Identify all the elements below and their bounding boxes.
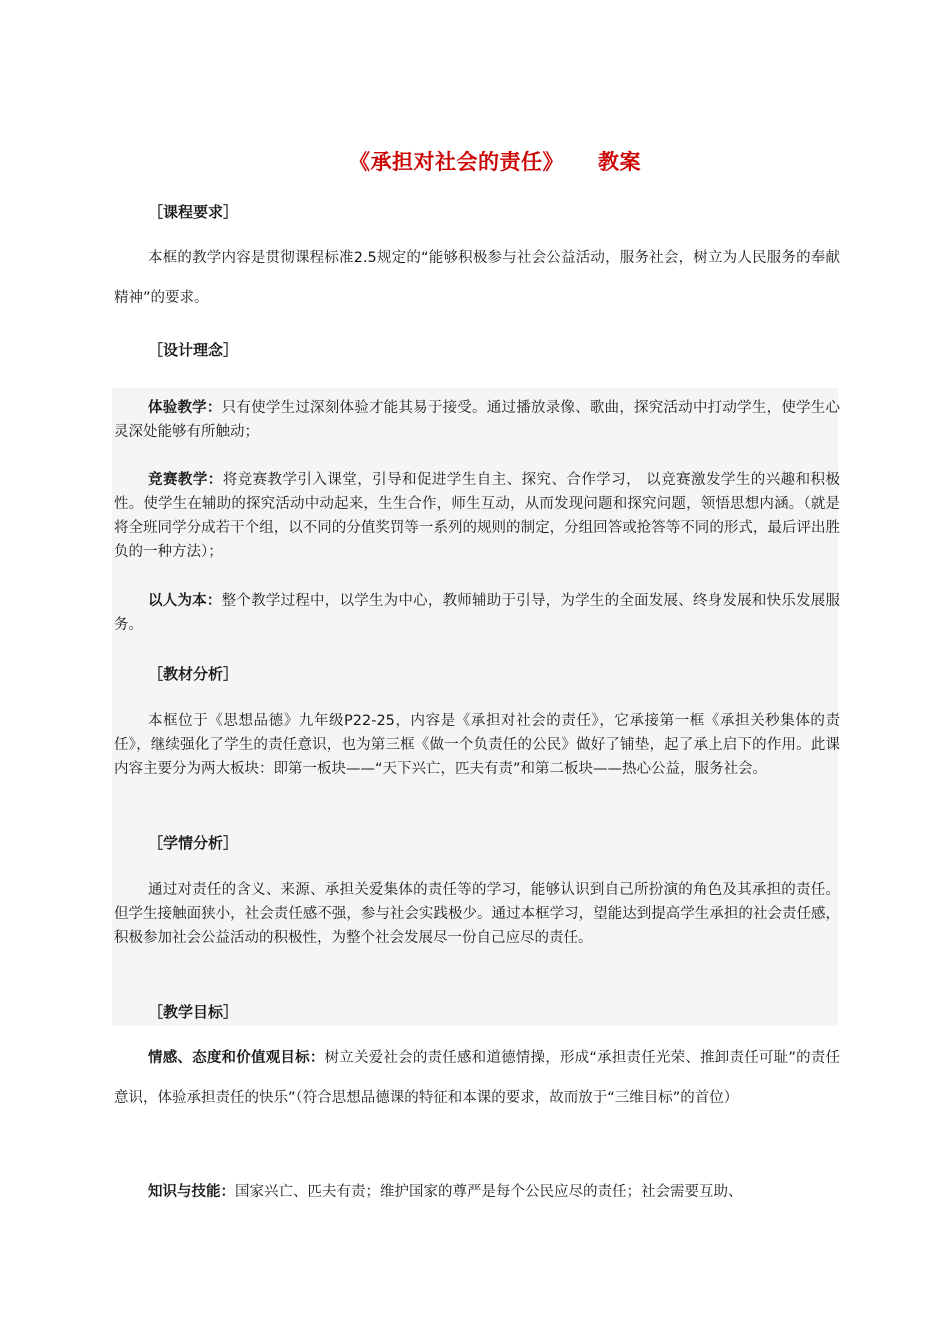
text-experience-teaching: 只有使学生过深刻体验才能其易于接受。通过播放录像、歌曲，探究活动中打动学生，使学生心灵深处能够有所触动； xyxy=(114,400,841,440)
paragraph-competition-teaching xyxy=(114,468,840,564)
paragraph-textbook-analysis: 本框位于《思想品德》九年级P22-25，内容是《承担对社会的责任》，它承接第一框《承担关秒集体的责任》，继续强化了学生的责任意识，也为第三框《做一个负责任的公民》做好了铺垫，起了承上启下的作用。此课内容主要分为两大板块：即第一板块——“天下兴亡，匹夫有责”和第二板块——热心公益，服务社会。 xyxy=(114,713,840,777)
label-experience-teaching: 体验教学： xyxy=(148,400,222,416)
title-suffix: 教案 xyxy=(598,150,641,174)
paragraph-student-analysis: 通过对责任的含义、来源、承担关爱集体的责任等的学习，能够认识到自己所扮演的角色及其承担的责任。但学生接触面狭小，社会责任感不强，参与社会实践极少。通过本框学习，望能达到提高学生承担的社会责任感，积极参加社会公益活动的积极性，为整个社会发展尽一份自己应尽的责任。 xyxy=(114,882,840,946)
text-competition-teaching: 将竞赛教学引入课堂，引导和促进学生自主、探究、合作学习， 以竞赛激发学生的兴趣和积极性。使学生在辅助的探究活动中动起来，生生合作，师生互动，从而发现问题和探究问题，领悟思想内涵。（就是将全班同学分成若干个组，以不同的分值奖罚等一系列的规则的制定，分组回答或抢答等不同的形式，最后评出胜负的一种方法）； xyxy=(114,472,840,560)
title-main: 《承担对社会的责任》 xyxy=(349,150,564,174)
paragraph-experience-teaching xyxy=(114,396,840,444)
paragraph-people-oriented xyxy=(114,589,840,637)
label-people-oriented: 以人为本： xyxy=(148,593,222,609)
text-people-oriented: 整个教学过程中，以学生为中心，教师辅助于引导，为学生的全面发展、终身发展和快乐发展服务。 xyxy=(114,593,841,633)
paragraph-emotion-goals xyxy=(114,1038,840,1118)
heading-textbook-analysis: ［教材分析］ xyxy=(148,665,239,683)
label-emotion-goals: 情感、态度和价值观目标： xyxy=(148,1050,325,1066)
text-knowledge-skills: 国家兴亡、匹夫有责；维护国家的尊严是每个公民应尽的责任；社会需要互助、 xyxy=(235,1184,743,1200)
page-title xyxy=(0,146,950,176)
heading-student-analysis: ［学情分析］ xyxy=(148,834,239,852)
heading-course-requirements: ［课程要求］ xyxy=(148,203,239,221)
label-competition-teaching: 竞赛教学： xyxy=(148,472,223,488)
heading-teaching-goals: ［教学目标］ xyxy=(148,1003,239,1021)
paragraph-knowledge-skills xyxy=(114,1172,840,1212)
heading-design-concept: ［设计理念］ xyxy=(148,341,239,359)
text-emotion-goals: 树立关爱社会的责任感和道德情操，形成“承担责任光荣、推卸责任可耻”的责任意识，体验承担责任的快乐”（符合思想品德课的特征和本课的要求，故而放于“三维目标”的首位） xyxy=(114,1050,840,1106)
paragraph-course-requirements: 本框的教学内容是贯彻课程标准2.5规定的“能够积极参与社会公益活动，服务社会，树立为人民服务的奉献精神”的要求。 xyxy=(114,250,840,306)
label-knowledge-skills: 知识与技能： xyxy=(148,1184,235,1200)
